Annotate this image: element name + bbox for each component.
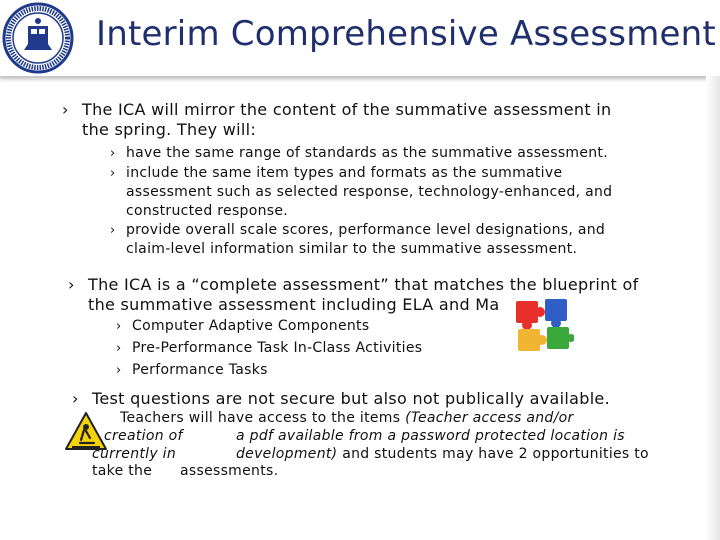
sub-line: provide overall scale scores, performance level designations, and	[126, 222, 606, 238]
bullet-marker: ›	[72, 389, 79, 408]
bullet-marker: ›	[68, 275, 75, 294]
bullet-2-sub-3	[116, 361, 516, 380]
right-edge-shadow	[706, 76, 720, 540]
note-italic: creation of	[104, 428, 183, 444]
note-text: Teachers will have access to the items	[120, 410, 401, 426]
note-line-2b	[236, 427, 625, 445]
note-italic: currently in	[92, 446, 177, 462]
note-italic: development)	[236, 446, 338, 462]
sub-line: Pre-Performance Task In-Class Activities	[132, 340, 423, 356]
sub-line: assessment such as selected response, technology-enhanced, and	[126, 184, 613, 200]
bullet-2-sub-1	[116, 317, 516, 336]
bullet-2-line-2: the summative assessment including ELA and Ma	[88, 295, 500, 314]
bullet-1-line-2: the spring. They will:	[82, 120, 257, 139]
sub-bullet-marker: ›	[110, 146, 116, 161]
note-text: and students may have 2 opportunities to	[342, 446, 649, 462]
bullet-2	[68, 275, 678, 315]
sub-line: claim-level information similar to the summative assessment.	[126, 241, 578, 257]
bullet-1-sub-2	[110, 164, 670, 221]
note-italic: a pdf available from a password protected location is	[236, 428, 625, 444]
sub-bullet-marker: ›	[116, 341, 122, 356]
sub-line: include the same item types and formats as the summative	[126, 165, 563, 181]
bullet-3-line-1: Test questions are not secure but also not publically available.	[92, 389, 610, 408]
note-line-1	[120, 409, 574, 427]
sub-bullet-marker: ›	[116, 363, 122, 378]
bullet-2-sub-2	[116, 339, 516, 358]
note-text: take the	[92, 463, 153, 479]
note-line-4	[92, 462, 152, 480]
bullet-1	[62, 100, 662, 140]
header-band	[0, 0, 720, 78]
sub-line: have the same range of standards as the summative assessment.	[126, 145, 608, 161]
note-line-2	[104, 427, 183, 445]
note-line-3	[92, 445, 176, 463]
bullet-1-sub-3	[110, 221, 670, 259]
bullet-marker: ›	[62, 100, 69, 119]
sub-line: constructed response.	[126, 203, 289, 219]
note-text: assessments.	[180, 463, 279, 479]
sub-bullet-marker: ›	[116, 319, 122, 334]
page-title: Interim Comprehensive Assessment	[96, 14, 716, 54]
bullet-1-sub-1	[110, 144, 670, 163]
sub-line: Performance Tasks	[132, 362, 268, 378]
note-italic: (Teacher access and/or	[405, 410, 574, 426]
sub-bullet-marker: ›	[110, 166, 116, 181]
bullet-3	[72, 389, 692, 409]
bullet-1-line-1: The ICA will mirror the content of the summative assessment in	[82, 100, 612, 119]
bullet-2-line-1: The ICA is a “complete assessment” that matches the blueprint of	[88, 275, 639, 294]
note-line-3b	[236, 445, 649, 463]
sub-line: Computer Adaptive Components	[132, 318, 370, 334]
note-line-4b	[180, 462, 278, 480]
department-of-education-seal-icon	[2, 2, 74, 74]
puzzle-pieces-icon	[512, 297, 574, 355]
sub-bullet-marker: ›	[110, 223, 116, 238]
